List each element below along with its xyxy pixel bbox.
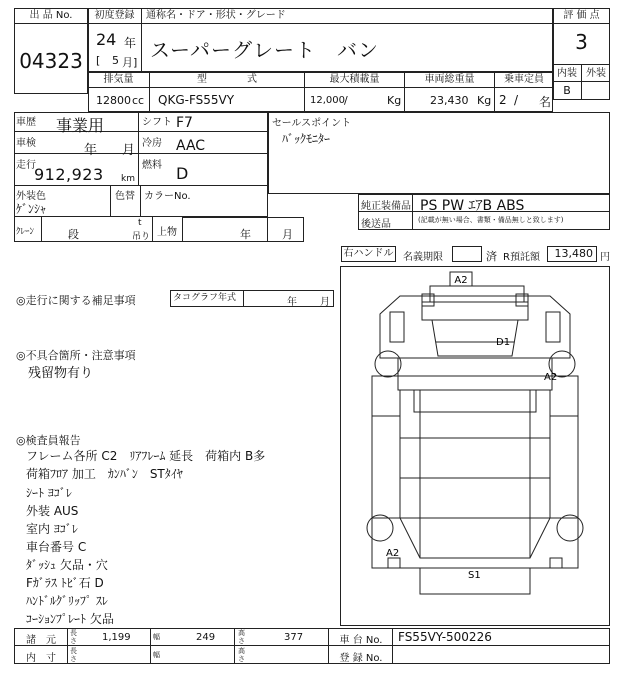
capacity-label: 乗車定員: [495, 72, 553, 88]
driving-remarks-label: ◎走行に関する補足事項: [16, 294, 136, 307]
deck-label: 上物: [157, 227, 177, 238]
first-reg-label: 初度登録: [88, 8, 142, 24]
displacement-value: 12800: [96, 94, 131, 107]
recycle-amount: 13,480: [547, 246, 597, 262]
displacement-label: 排気量: [88, 72, 150, 88]
width-value: 249: [196, 632, 216, 643]
reg-year-unit: 年: [124, 36, 137, 50]
report-line: 車台番号 C: [26, 540, 87, 554]
crane-label: ｸﾚｰﾝ: [16, 227, 35, 237]
model-name: スーパーグレート バン: [150, 38, 379, 62]
details-row1-line: [14, 112, 268, 132]
shift-label: シフト: [142, 117, 172, 128]
chassis-value: FS55VY-500226: [398, 630, 492, 644]
report-line: 荷箱ﾌﾛｱ 加工 ｶﾝﾊﾞﾝ STﾀｲﾔ: [26, 467, 183, 481]
gross-weight-unit: Kg: [477, 94, 492, 107]
name-change-box: [452, 246, 482, 262]
mark-left-rear: A2: [386, 548, 400, 559]
after-label: 後送品: [361, 219, 391, 230]
capacity-sep: /: [514, 93, 519, 107]
tacho-year: 年: [287, 297, 297, 308]
gross-weight-label: 車両総重量: [405, 72, 495, 88]
crane-t: t: [138, 218, 142, 228]
dims-label: 諸 元: [26, 635, 56, 646]
std-equip-value: PS PW ｴｱB ABS: [420, 198, 525, 214]
history-label: 車歴: [16, 117, 36, 128]
exterior-label: 外装: [582, 64, 610, 82]
score-label: 評 価 点: [553, 8, 610, 24]
max-load-label: 最大積載量: [305, 72, 405, 88]
width-label: 幅: [153, 633, 160, 641]
length-value: 1,199: [102, 632, 131, 643]
ext-color-label: 外装色: [16, 191, 46, 202]
report-line: 外装 AUS: [26, 504, 79, 518]
recycle-unit: 円: [600, 252, 610, 263]
max-load-value: 12,000: [310, 95, 345, 106]
report-line: ｺｰｼｮﾝﾌﾟﾚｰﾄ 欠品: [26, 612, 114, 626]
inner-length-label: 長さ: [70, 647, 77, 663]
stock-no-label: 出 品 No.: [14, 8, 88, 24]
height-label: 高さ: [238, 629, 245, 645]
chassis-label: 車 台 No.: [339, 635, 383, 646]
fuel-value: D: [176, 164, 189, 183]
tacho-label: タコグラフ年式: [171, 291, 244, 306]
report-line: ｼｰﾄ ﾖｺﾞﾚ: [26, 486, 72, 500]
recycle-label: R預託額: [503, 252, 540, 263]
sales-point-value: ﾊﾞｯｸﾓﾆﾀｰ: [282, 132, 331, 146]
crane-lift: 吊り: [132, 232, 151, 242]
model-type-value: QKG-FS55VY: [158, 93, 235, 107]
displacement-unit: cc: [132, 94, 145, 107]
mark-right-side: A2: [544, 372, 558, 383]
inspector-report-label: ◎検査員報告: [16, 434, 81, 447]
color-change-label: 色替: [115, 191, 135, 202]
mileage-unit: km: [121, 174, 135, 184]
std-equip-label: 純正装備品: [361, 201, 411, 212]
height-value: 377: [284, 632, 304, 643]
ac-value: AAC: [176, 138, 206, 154]
stock-no: 04323: [19, 49, 83, 73]
fuel-label: 燃料: [142, 160, 162, 171]
length-label: 長さ: [70, 629, 77, 645]
exterior-grade: [582, 82, 610, 100]
details-row2-line: [14, 132, 268, 154]
shift-value: F7: [176, 115, 193, 131]
name-change-label: 名義期限: [403, 252, 443, 263]
deck-year: 年: [240, 228, 251, 241]
report-line: フレーム各所 C2 ﾘｱﾌﾚｰﾑ 延長 荷箱内 B多: [26, 449, 266, 463]
inspection-month: 月: [122, 143, 136, 158]
capacity-value: 2: [499, 93, 507, 107]
model-name-label: 通称名・ドア・形状・グレード: [142, 8, 553, 24]
after-note: (記載が無い場合、書類・備品無しと致します): [418, 216, 564, 224]
score: 3: [575, 30, 588, 54]
steering-value: 右ハンドル: [341, 246, 396, 262]
history-value: 事業用: [56, 116, 105, 135]
inner-width-label: 幅: [153, 651, 160, 659]
ac-label: 冷房: [142, 138, 162, 149]
mark-rear: S1: [468, 570, 481, 581]
defects-label: ◎不具合箇所・注意事項: [16, 349, 136, 362]
footer-col-3: [151, 628, 235, 664]
model-type-label: 型 式: [150, 72, 305, 88]
inspection-label: 車検: [16, 138, 36, 149]
crane-stage: 段: [68, 228, 79, 241]
report-line: ﾊﾝﾄﾞﾙｸﾞﾘｯﾌﾟ ｽﾚ: [26, 594, 108, 608]
mark-windshield: D1: [496, 337, 511, 348]
report-line: ﾀﾞｯｼｭ 欠品・穴: [26, 558, 108, 572]
report-line: 室内 ﾖｺﾞﾚ: [26, 522, 78, 536]
gross-weight-value: 23,430: [430, 94, 469, 107]
capacity-unit: 名: [539, 95, 552, 109]
sales-point-label: セールスポイント: [272, 118, 352, 129]
inspection-year: 年: [84, 143, 98, 158]
max-load-unit: Kg: [387, 94, 402, 107]
tacho-month: 月: [320, 297, 330, 308]
footer-col-4: [235, 628, 329, 664]
mark-front-top: A2: [454, 275, 468, 286]
inner-height-label: 高さ: [238, 647, 245, 663]
color-no-label: カラーNo.: [144, 191, 191, 202]
reg-year: 24: [96, 30, 117, 49]
max-load-sep: /: [344, 94, 348, 107]
defects-value: 残留物有り: [28, 366, 94, 381]
reg-no-label: 登 録 No.: [339, 653, 383, 664]
ext-color-value: ｹﾞﾝｼｬ: [16, 202, 47, 216]
interior-label: 内装: [553, 64, 582, 82]
interior-grade: B: [553, 82, 582, 100]
reg-month-open: [: [96, 54, 101, 67]
mileage-value: 912,923: [34, 165, 104, 184]
mileage-label: 走行: [16, 160, 36, 171]
deck-month: 月: [282, 228, 293, 241]
inner-dims-label: 内 寸: [26, 653, 56, 664]
deck-box-ext: [183, 217, 304, 242]
reg-month-unit: 月]: [122, 56, 138, 69]
report-line: Fｶﾞﾗｽ ﾄﾋﾞ石 D: [26, 576, 104, 590]
reg-month: 5: [112, 54, 119, 67]
vehicle-diagram: [340, 266, 610, 626]
tax-mark: 済: [486, 250, 497, 263]
